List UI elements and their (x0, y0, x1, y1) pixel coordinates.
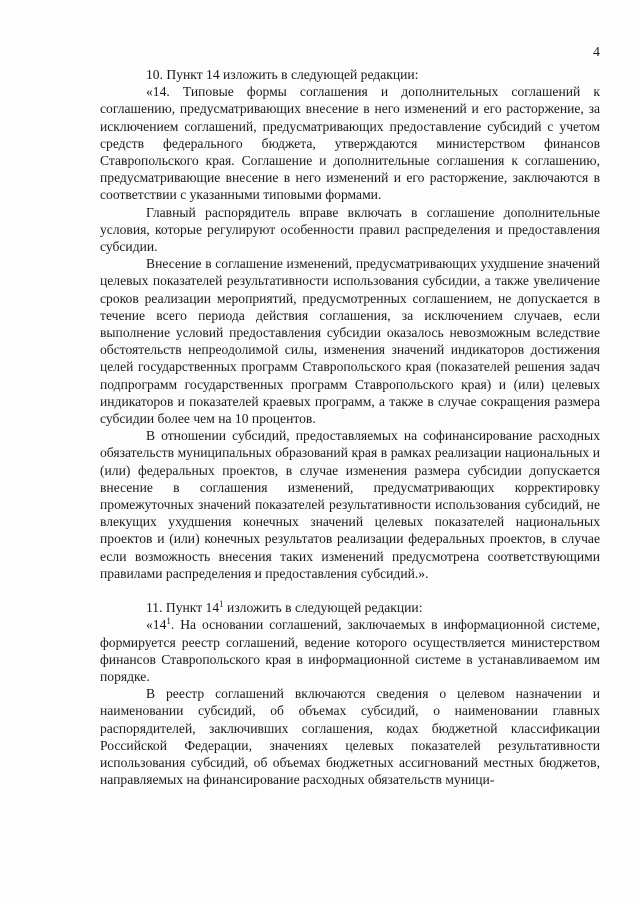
section-11-paragraph-superscript: 1 (166, 616, 171, 627)
section-11-paragraph-text: . На основании соглашений, заключаемых в информационной системе, формируется реестр соглашений, ведение которого осуществляется министерством финансов Ставропольского края в информационной системе в устанавливаемом им порядке. (100, 617, 600, 684)
section-11-paragraph-start: «14 (146, 617, 167, 633)
section-10-paragraph: В отношении субсидий, предоставляемых на софинансирование расходных обязательств муниципальных образований края в рамках реализации национальных и (или) федеральных проектов, в случае изменения размера субсидии допускается внесение в соглашения изменений, предусматривающих корректировку промежуточных значений показателей результативности использования субсидий, не влекущих ухудшения конечных значений целевых показателей национальных проектов и (или) конечных результатов реализации федеральных проектов, в случае если возможность внесения таких изменений предусмотрена соответствующими правилами распределения и предоставления субсидий.». (100, 428, 600, 581)
section-11-heading (100, 599, 600, 616)
section-11-paragraph: В реестр соглашений включаются сведения о целевом назначении и наименовании субсидий, об объемах субсидий, о наименовании главных распорядителей, заключивших соглашения, кодах бюджетной классификации Российской Федерации, значениях целевых показателей результативности использования субсидий, об объемах бюджетных ассигнований местных бюджетов, направляемых на финансирование расходных обязательств муници- (100, 686, 600, 788)
section-10-paragraph: Главный распорядитель вправе включать в соглашение дополнительные условия, которые регулируют особенности правил распределения и предоставления субсидии. (100, 204, 600, 255)
section-11-paragraph (100, 616, 600, 685)
section-10-paragraph: Внесение в соглашение изменений, предусматривающих ухудшение значений целевых показателей результативности использования субсидии, а также увеличение сроков реализации мероприятий, предусмотренных соглашением, не допускается в течение всего периода действия соглашения, за исключением случаев, если выполнение условий предоставления субсидии оказалось невозможным вследствие обстоятельств непреодолимой силы, изменения значений индикаторов достижения целей государственных программ Ставропольского края (показателей решения задач подпрограмм государственных программ Ставропольского края) и (или) целевых индикаторов и показателей краевых программ, а также в случае сокращения размера субсидии более чем на 10 процентов. (100, 256, 600, 427)
document-body (100, 66, 600, 788)
section-11-heading-end: изложить в следующей редакции: (223, 600, 423, 616)
section-10-heading: 10. Пункт 14 изложить в следующей редакции: (146, 67, 419, 82)
page-number: 4 (593, 45, 600, 60)
section-11-heading-superscript: 1 (219, 599, 224, 610)
section-gap (100, 582, 600, 599)
section-11-heading-start: 11. Пункт 14 (146, 600, 220, 616)
section-10-paragraph: «14. Типовые формы соглашения и дополнительных соглашений к соглашению, предусматривающих внесение в него изменений и его расторжение, за исключением соглашений, предусматривающих предоставление субсидий с учетом средств федерального бюджета, утверждаются министерством финансов Ставропольского края. Соглашение и дополнительные соглашения к соглашению, предусматривающие внесение в него изменений и его расторжение, заключаются в соответствии с указанными типовыми формами. (100, 84, 600, 203)
